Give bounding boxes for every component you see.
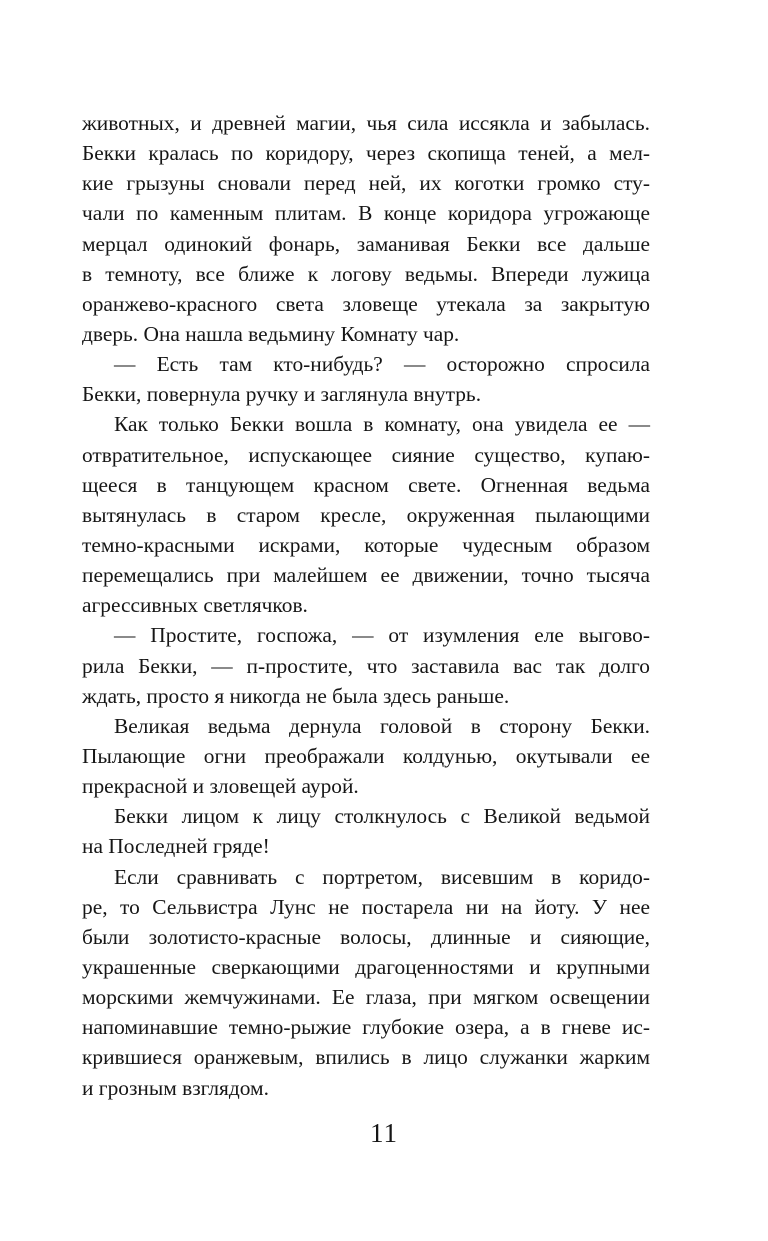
text-line: темно-красными искрами, которые чудесным образом [82,532,650,557]
text-line: Если сравнивать с портретом, висевшим в коридо- [114,864,650,889]
text-line: прекрасной и зловещей аурой. [82,774,359,799]
text-line: животных, и древней магии, чья сила иссякла и забылась. [82,111,650,135]
paragraph [82,620,650,710]
text-line: чали по каменным плитам. В конце коридора угрожающе [82,201,650,226]
paragraph [82,862,650,1103]
text-line: украшенные сверкающими драгоценностями и крупными [82,954,650,979]
text-line: Великая ведьма дернула головой в сторону Бекки. [114,713,650,738]
text-line: оранжево-красного света зловеще утекала за закрытую [82,291,650,316]
text-line: Пылающие огни преображали колдунью, окутывали ее [82,743,650,768]
text-line: напоминавшие темно-рыжие глубокие озера, а в гневе ис- [82,1015,650,1040]
paragraph [82,108,650,349]
text-line: ждать, просто я никогда не была здесь раньше. [82,683,510,708]
text-line: вытянулась в старом кресле, окруженная пылающими [82,502,650,527]
page-number: 11 [370,1118,398,1148]
paragraph [82,801,650,861]
text-line: перемещались при малейшем ее движении, точно тысяча [82,563,650,588]
text-line: кие грызуны сновали перед ней, их коготки громко сту- [82,171,650,196]
text-line: отвратительное, испускающее сияние существо, купаю- [82,442,650,467]
text-line: в темноту, все ближе к логову ведьмы. Впереди лужица [82,261,650,286]
text-line: на Последней гряде! [82,834,270,859]
text-line: дверь. Она нашла ведьмину Комнату чар. [82,321,460,346]
text-line: — Есть там кто-нибудь? — осторожно спросила [114,352,650,377]
text-line: Бекки кралась по коридору, через скопища теней, а мел- [82,141,650,166]
text-line: рила Бекки, — п-простите, что заставила вас так долго [82,653,650,678]
text-line: морскими жемчужинами. Ее глаза, при мягком освещении [82,985,650,1010]
text-line: крившиеся оранжевым, впились в лицо служанки жарким [82,1045,650,1070]
text-line: ре, то Сельвистра Лунс не постарела ни на йоту. У нее [82,894,650,919]
paragraph [82,409,650,620]
text-line: щееся в танцующем красном свете. Огненная ведьма [82,472,650,497]
book-page-text [82,108,650,1103]
paragraph [82,349,650,409]
text-line: Бекки, повернула ручку и заглянула внутрь. [82,382,482,407]
text-line: агрессивных светлячков. [82,593,308,618]
text-line: и грозным взглядом. [82,1075,269,1100]
text-line: Бекки лицом к лицу столкнулось с Великой ведьмой [114,804,650,829]
text-line: — Простите, госпожа, — от изумления еле выгово- [114,623,650,648]
text-line: Как только Бекки вошла в комнату, она увидела ее — [114,412,650,437]
text-line: мерцал одинокий фонарь, заманивая Бекки все дальше [82,231,650,256]
text-line: были золотисто-красные волосы, длинные и сияющие, [82,924,650,949]
paragraph [82,711,650,801]
